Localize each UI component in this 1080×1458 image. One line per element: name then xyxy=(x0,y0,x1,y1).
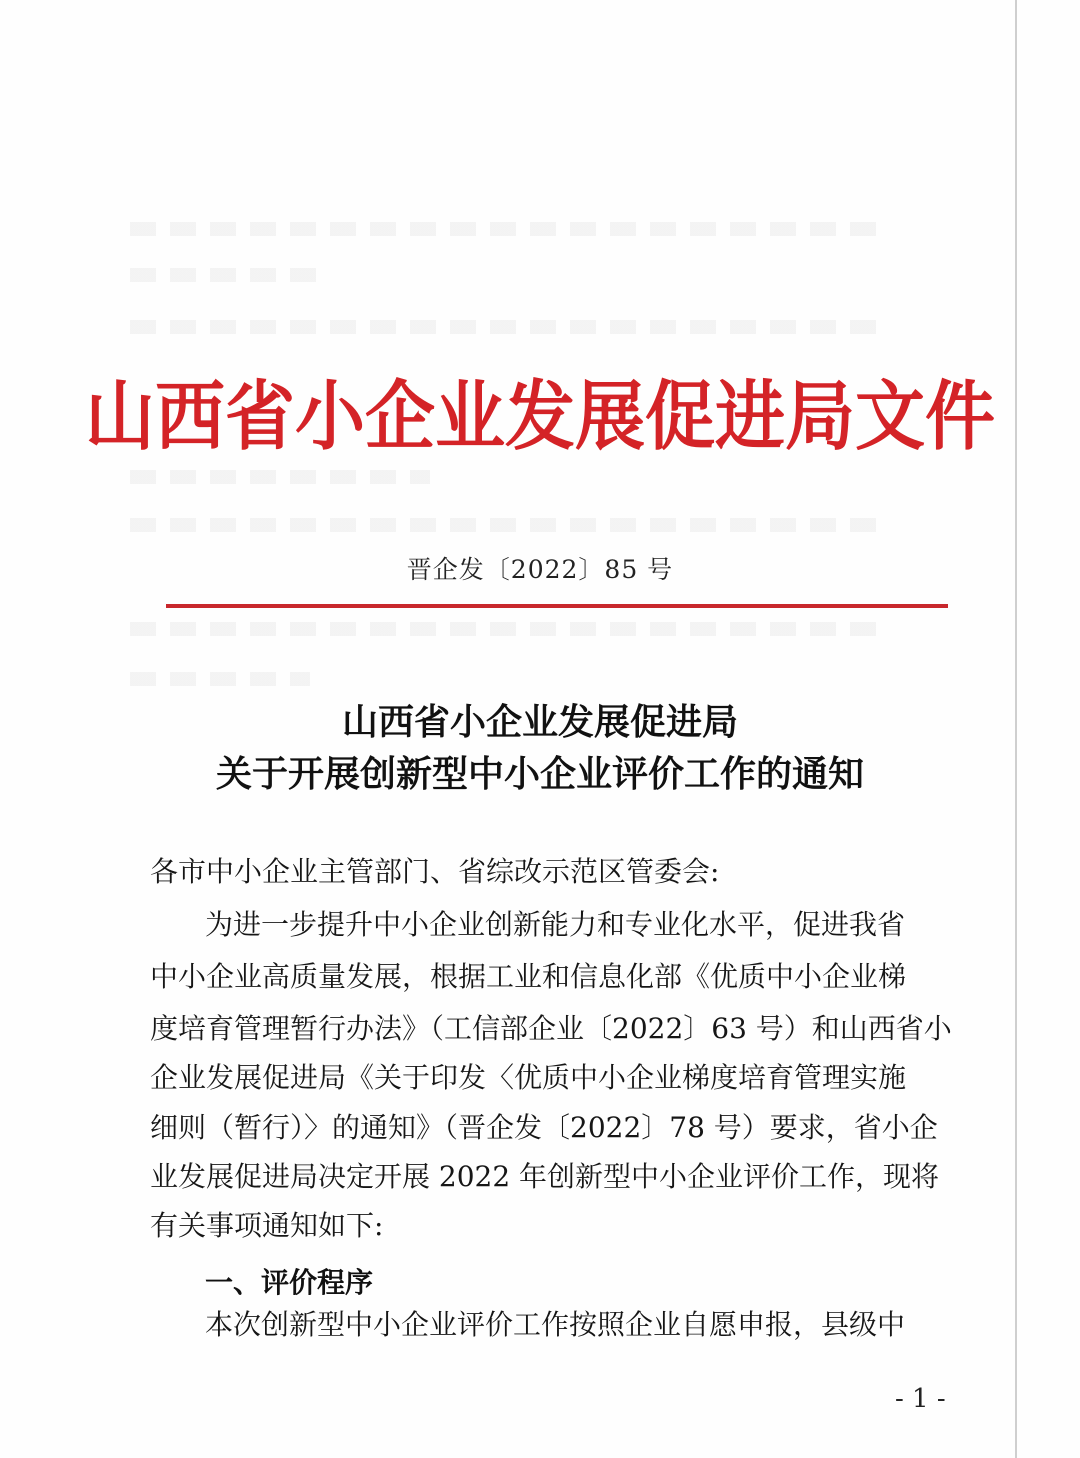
paragraph-line: 业发展促进局决定开展 2022 年创新型中小企业评价工作，现将 xyxy=(150,1160,940,1193)
section-heading: 一、评价程序 xyxy=(205,1266,374,1299)
paragraph-line: 细则（暂行）〉的通知》（晋企发〔2022〕78 号）要求，省小企 xyxy=(150,1111,938,1144)
document-header-title: 山西省小企业发展促进局文件 xyxy=(85,372,995,461)
bleed-through-text xyxy=(130,222,890,236)
paragraph-line: 有关事项通知如下: xyxy=(150,1209,384,1242)
document-number: 晋企发〔2022〕85 号 xyxy=(406,555,674,584)
bleed-through-text xyxy=(130,518,890,532)
paragraph-line: 度培育管理暂行办法》（工信部企业〔2022〕63 号）和山西省小 xyxy=(150,1012,952,1045)
bleed-through-text xyxy=(130,622,890,636)
paragraph-line: 企业发展促进局《关于印发〈优质中小企业梯度培育管理实施 xyxy=(150,1061,907,1094)
red-divider-rule xyxy=(166,604,948,608)
bleed-through-text xyxy=(130,320,890,334)
bleed-through-text xyxy=(130,268,330,282)
bleed-through-text xyxy=(130,672,310,686)
notice-title-line2: 关于开展创新型中小企业评价工作的通知 xyxy=(215,754,864,795)
paragraph-line: 中小企业高质量发展，根据工业和信息化部《优质中小企业梯 xyxy=(150,960,907,993)
paragraph-line: 为进一步提升中小企业创新能力和专业化水平，促进我省 xyxy=(205,908,906,941)
salutation: 各市中小企业主管部门、省综改示范区管委会: xyxy=(150,855,720,888)
paragraph-line: 本次创新型中小企业评价工作按照企业自愿申报，县级中 xyxy=(205,1308,906,1341)
bleed-through-text xyxy=(130,470,430,484)
notice-title-line1: 山西省小企业发展促进局 xyxy=(341,702,738,743)
page-number: - 1 - xyxy=(895,1384,946,1414)
